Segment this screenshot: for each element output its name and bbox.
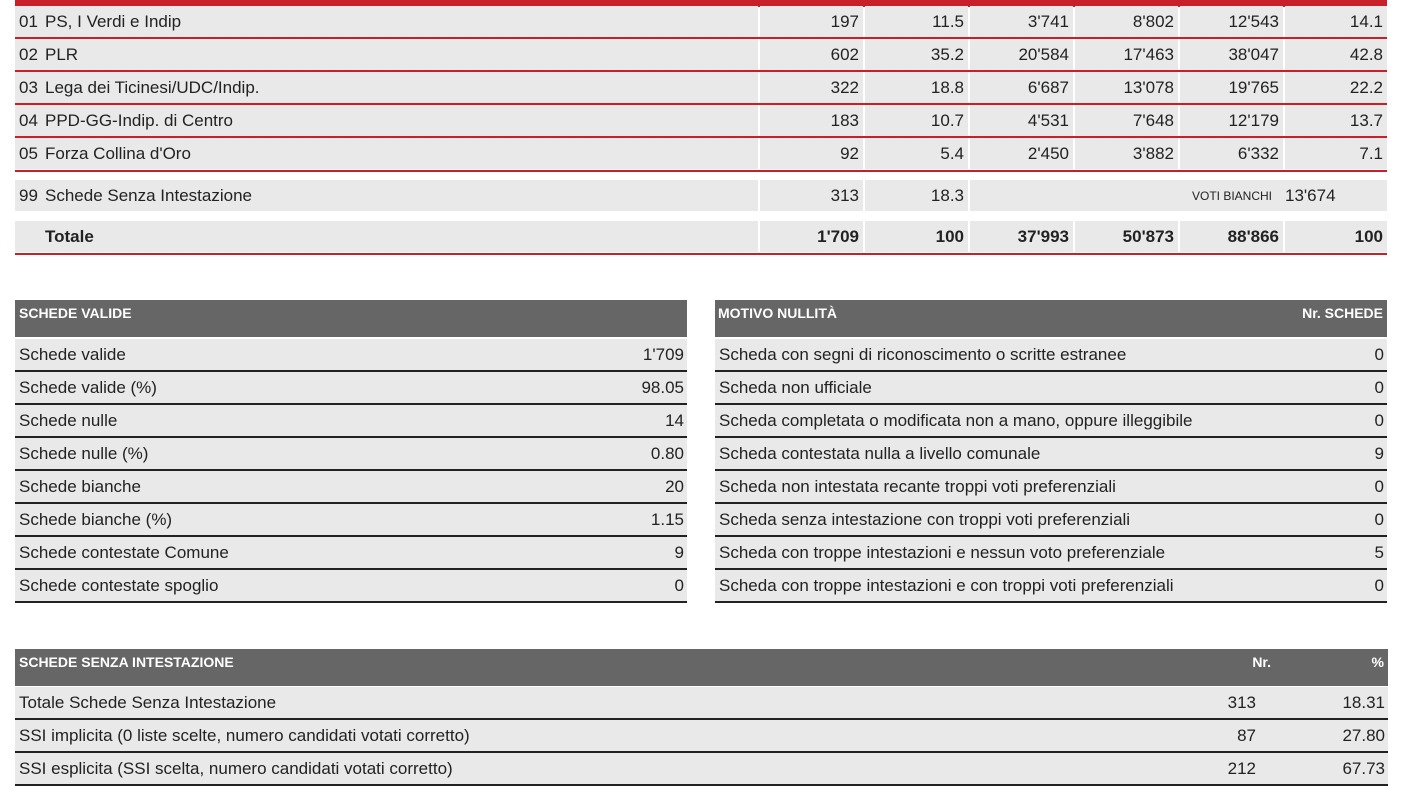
list-code [15, 221, 49, 252]
row-pct: 67.73 [1342, 759, 1385, 778]
list-name: Lega dei Ticinesi/UDC/Indip. [45, 72, 758, 103]
col5-value: 19'765 [1180, 72, 1283, 103]
row-nr: 87 [1237, 726, 1256, 745]
col5-value: 6'332 [1180, 138, 1283, 169]
totale-label: Totale [45, 221, 758, 252]
row-pct: 18.31 [1342, 693, 1385, 712]
row-label: Schede contestate Comune [19, 543, 229, 562]
row-label: Schede nulle (%) [19, 444, 149, 463]
col4-value: 8'802 [1075, 6, 1178, 37]
row-divider [15, 253, 1387, 255]
list-name: PPD-GG-Indip. di Centro [45, 105, 758, 136]
col3-value: 37'993 [970, 221, 1073, 252]
list-code: 05 [15, 138, 49, 169]
table-row [715, 405, 1387, 436]
row-value: 9 [1374, 444, 1384, 463]
table-row [15, 753, 1388, 784]
row-label: Schede valide [19, 345, 126, 364]
result-row-05 [15, 138, 1387, 169]
schede-value: 183 [760, 105, 863, 136]
ssi-pct-header: % [1371, 654, 1384, 670]
row-value: 98.05 [641, 378, 684, 397]
ssi-header [15, 649, 1388, 686]
row-value: 0 [1374, 345, 1384, 364]
row-value: 5 [1374, 543, 1384, 562]
pct-value: 10.7 [865, 105, 968, 136]
schede-valide-table [15, 300, 687, 605]
list-code: 04 [15, 105, 49, 136]
list-code: 01 [15, 6, 49, 37]
row-label: Scheda con troppe intestazioni e nessun voto preferenziale [719, 543, 1166, 562]
row-value: 0 [1374, 510, 1384, 529]
row-label: Scheda completata o modificata non a mano, oppure illeggibile [719, 411, 1193, 430]
row-label: Schede valide (%) [19, 378, 157, 397]
row-divider [715, 601, 1387, 603]
result-row-99 [15, 180, 1387, 211]
row-label: Schede bianche (%) [19, 510, 173, 529]
col5-value: 12'543 [1180, 6, 1283, 37]
row-value: 20 [665, 477, 684, 496]
row-divider [15, 170, 1387, 172]
table-row [15, 438, 687, 469]
row-value: 1'709 [642, 345, 684, 364]
schede-value: 197 [760, 6, 863, 37]
col4-value: 17'463 [1075, 39, 1178, 70]
schede-value: 1'709 [760, 221, 863, 252]
table-row [715, 570, 1387, 601]
col3-value: 20'584 [970, 39, 1073, 70]
pct-value: 18.3 [865, 180, 968, 211]
pct-value: 18.8 [865, 72, 968, 103]
col4-value: 3'882 [1075, 138, 1178, 169]
row-value: 0 [674, 576, 684, 595]
row-label: Scheda senza intestazione con troppi voti preferenziali [719, 510, 1131, 529]
ssi-title: SCHEDE SENZA INTESTAZIONE [19, 654, 234, 670]
row-label: Schede contestate spoglio [19, 576, 219, 595]
table-row [15, 537, 687, 568]
schede-valide-title: SCHEDE VALIDE [19, 305, 132, 321]
result-row-01 [15, 6, 1387, 37]
result-row-02 [15, 39, 1387, 70]
voti-bianchi-label: VOTI BIANCHI [1192, 189, 1273, 203]
row-divider [15, 784, 1388, 786]
table-row [15, 471, 687, 502]
row-label: Scheda contestata nulla a livello comunale [719, 444, 1041, 463]
table-row [715, 339, 1387, 370]
row-nr: 313 [1227, 693, 1256, 712]
col4-value: 7'648 [1075, 105, 1178, 136]
ssi-nr-header: Nr. [1252, 654, 1271, 670]
row-value: 14 [665, 411, 684, 430]
row-value: 1.15 [650, 510, 684, 529]
row-label: SSI esplicita (SSI scelta, numero candidati votati corretto) [19, 759, 453, 778]
col5-value: 88'866 [1180, 221, 1283, 252]
schede-value: 322 [760, 72, 863, 103]
motivo-nullita-table [715, 300, 1387, 605]
row-label: SSI implicita (0 liste scelte, numero candidati votati corretto) [19, 726, 470, 745]
row-nr: 212 [1227, 759, 1256, 778]
col6-value: 13.7 [1285, 105, 1387, 136]
list-name: PS, I Verdi e Indip [45, 6, 758, 37]
table-row [715, 537, 1387, 568]
col6-value: 14.1 [1285, 6, 1387, 37]
row-value: 0 [1374, 378, 1384, 397]
table-row [715, 504, 1387, 535]
col6-value: 7.1 [1285, 138, 1387, 169]
voti-bianchi-cell [970, 180, 1387, 211]
row-label: Schede nulle [19, 411, 118, 430]
pct-value: 35.2 [865, 39, 968, 70]
col5-value: 38'047 [1180, 39, 1283, 70]
table-row [15, 372, 687, 403]
row-divider [15, 601, 687, 603]
row-value: 0.80 [650, 444, 684, 463]
table-row [715, 438, 1387, 469]
col3-value: 6'687 [970, 72, 1073, 103]
result-row-04 [15, 105, 1387, 136]
col4-value: 50'873 [1075, 221, 1178, 252]
row-label: Schede bianche [19, 477, 141, 496]
pct-value: 100 [865, 221, 968, 252]
pct-value: 11.5 [865, 6, 968, 37]
col5-value: 12'179 [1180, 105, 1283, 136]
list-code: 02 [15, 39, 49, 70]
table-row [715, 471, 1387, 502]
schede-value: 313 [760, 180, 863, 211]
col6-value: 42.8 [1285, 39, 1387, 70]
table-row [15, 720, 1388, 751]
table-row [15, 339, 687, 370]
nr-schede-header: Nr. SCHEDE [1302, 305, 1383, 321]
schede-valide-header [15, 300, 687, 337]
table-row [15, 687, 1388, 718]
totale-row [15, 221, 1387, 252]
col4-value: 13'078 [1075, 72, 1178, 103]
row-label: Scheda con troppe intestazioni e con troppi voti preferenziali [719, 576, 1174, 595]
pct-value: 5.4 [865, 138, 968, 169]
list-name: Forza Collina d'Oro [45, 138, 758, 169]
motivo-nullita-header [715, 300, 1387, 337]
list-code: 03 [15, 72, 49, 103]
table-row [715, 372, 1387, 403]
list-name: Schede Senza Intestazione [45, 180, 758, 211]
voti-bianchi-value: 13'674 [1285, 186, 1336, 205]
row-label: Scheda non intestata recante troppi voti preferenziali [719, 477, 1116, 496]
list-code: 99 [15, 180, 49, 211]
motivo-nullita-title: MOTIVO NULLITÀ [718, 305, 837, 321]
row-value: 0 [1374, 411, 1384, 430]
table-row [15, 405, 687, 436]
col3-value: 2'450 [970, 138, 1073, 169]
col3-value: 4'531 [970, 105, 1073, 136]
result-row-03 [15, 72, 1387, 103]
table-row [15, 570, 687, 601]
row-value: 9 [674, 543, 684, 562]
table-row [15, 504, 687, 535]
col6-value: 22.2 [1285, 72, 1387, 103]
row-label: Totale Schede Senza Intestazione [19, 693, 277, 712]
row-label: Scheda con segni di riconoscimento o scritte estranee [719, 345, 1127, 364]
ssi-table [15, 649, 1388, 789]
row-pct: 27.80 [1342, 726, 1385, 745]
row-value: 0 [1374, 576, 1384, 595]
col6-value: 100 [1285, 221, 1387, 252]
row-value: 0 [1374, 477, 1384, 496]
schede-value: 602 [760, 39, 863, 70]
list-name: PLR [45, 39, 758, 70]
schede-value: 92 [760, 138, 863, 169]
col3-value: 3'741 [970, 6, 1073, 37]
row-label: Scheda non ufficiale [719, 378, 872, 397]
